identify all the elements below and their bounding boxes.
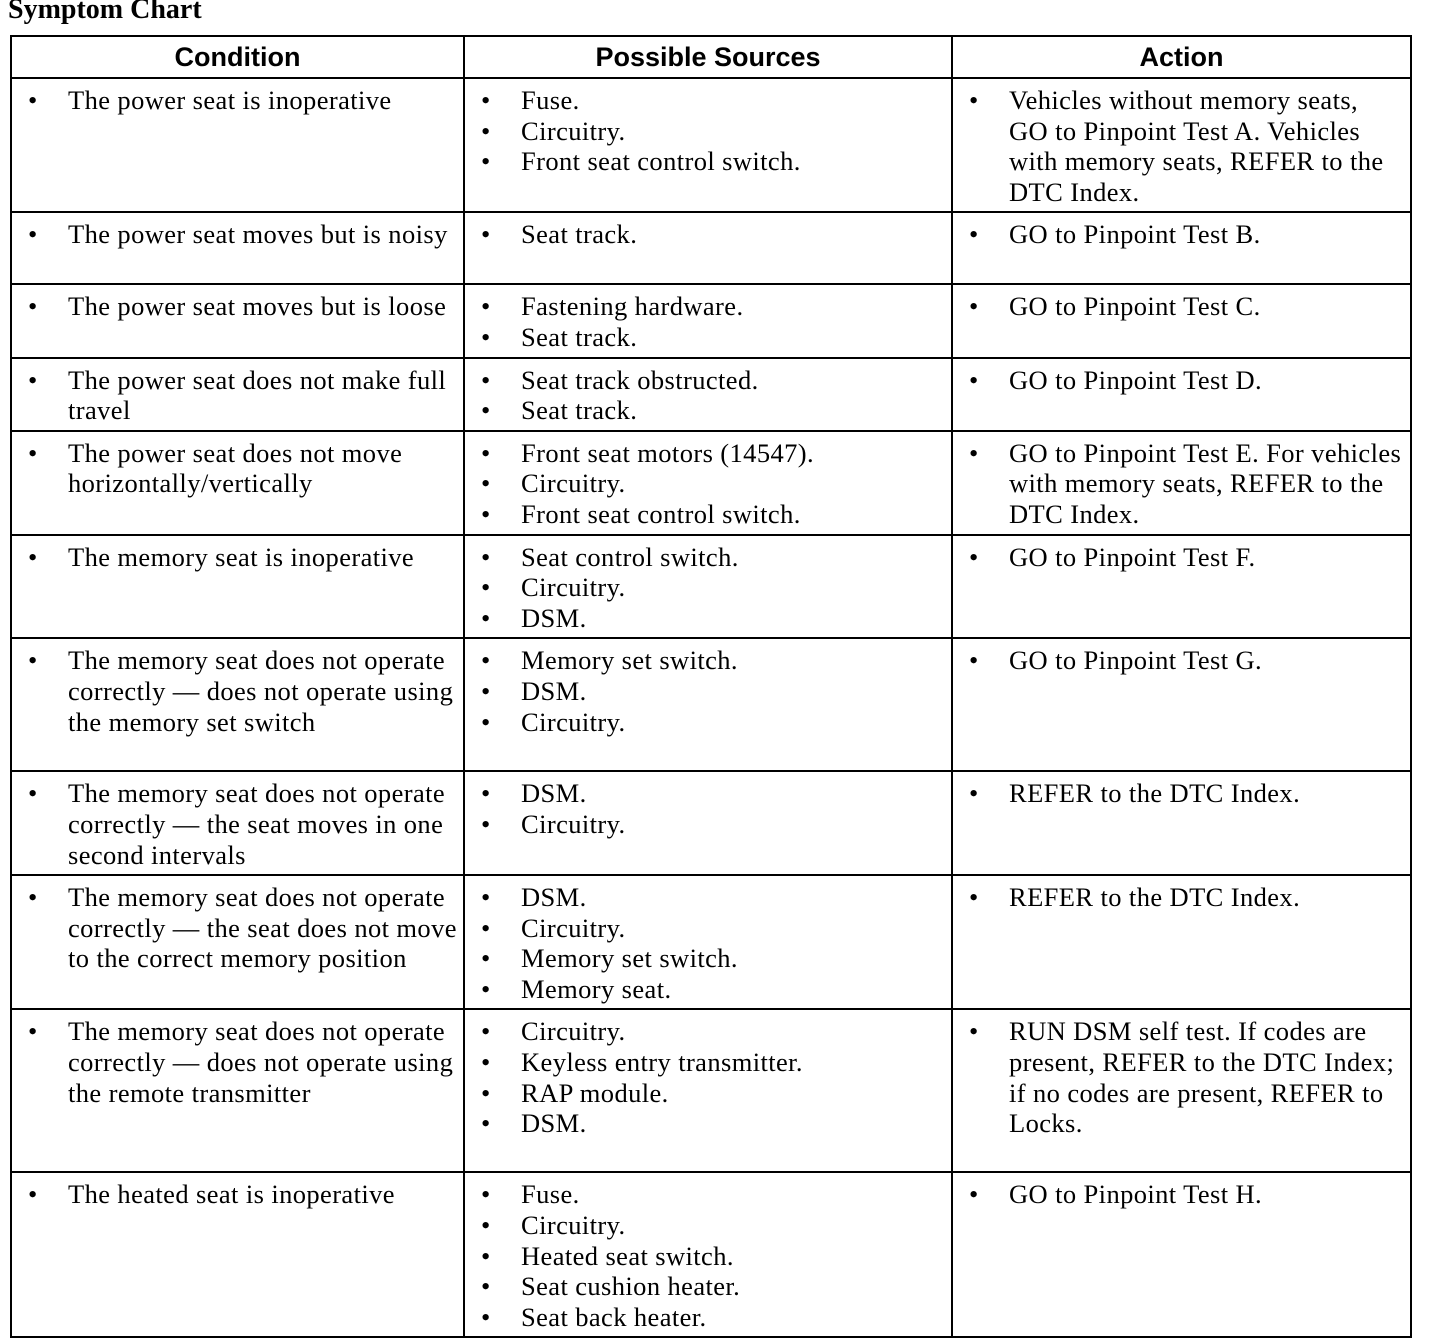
- action-text: GO to Pinpoint Test B.: [1009, 219, 1261, 250]
- sources-text: Seat cushion heater.: [521, 1271, 741, 1302]
- action-cell: [952, 535, 1411, 639]
- condition-cell: [11, 358, 464, 431]
- list-item: [465, 85, 951, 116]
- list-item: [465, 542, 951, 573]
- bullet-icon: •: [481, 1240, 491, 1271]
- condition-list: [12, 778, 463, 870]
- table-row: [11, 78, 1411, 212]
- bullet-icon: •: [481, 85, 491, 115]
- list-item: [465, 395, 951, 426]
- list-item: [465, 707, 951, 738]
- action-list: [953, 85, 1410, 207]
- sources-text: Circuitry.: [521, 1210, 626, 1241]
- table-row: [11, 638, 1411, 771]
- condition-text: The memory seat does not operate correctly — the seat moves in one second intervals: [68, 778, 446, 870]
- sources-cell: [464, 78, 952, 212]
- bullet-icon: •: [28, 291, 38, 322]
- list-item: [465, 468, 951, 499]
- table-row: [11, 431, 1411, 535]
- list-item: [12, 85, 463, 116]
- table-row: [11, 212, 1411, 284]
- condition-cell: [11, 1172, 464, 1337]
- list-item: [953, 365, 1410, 396]
- condition-text: The power seat does not move horizontally/vertically: [68, 437, 403, 499]
- action-cell: [952, 212, 1411, 284]
- condition-cell: [11, 78, 464, 212]
- bullet-icon: •: [969, 219, 979, 250]
- sources-text: Memory set switch.: [521, 943, 738, 974]
- action-cell: [952, 1172, 1411, 1337]
- table-row: [11, 1172, 1411, 1337]
- table-row: [11, 358, 1411, 431]
- sources-text: Front seat control switch.: [521, 146, 801, 177]
- bullet-icon: •: [481, 364, 491, 395]
- action-list: [953, 365, 1410, 396]
- list-item: [953, 291, 1410, 322]
- condition-list: [12, 85, 463, 116]
- bullet-icon: •: [481, 1016, 491, 1047]
- condition-text: The power seat moves but is noisy: [68, 219, 448, 250]
- list-item: [953, 882, 1410, 913]
- condition-text: The memory seat does not operate correctly — does not operate using the memory set switch: [68, 645, 454, 737]
- action-cell: [952, 638, 1411, 771]
- bullet-icon: •: [28, 778, 38, 809]
- condition-list: [12, 645, 463, 737]
- bullet-icon: •: [969, 882, 979, 913]
- bullet-icon: •: [28, 882, 38, 913]
- sources-text: Seat track.: [521, 219, 638, 250]
- sources-cell: [464, 431, 952, 535]
- sources-list: [465, 365, 951, 426]
- bullet-icon: •: [481, 468, 491, 499]
- condition-text: The power seat does not make full travel: [68, 364, 447, 426]
- list-item: [12, 219, 463, 250]
- sources-list: [465, 882, 951, 1004]
- bullet-icon: •: [481, 1108, 491, 1139]
- condition-cell: [11, 638, 464, 771]
- bullet-icon: •: [481, 219, 491, 250]
- condition-cell: [11, 284, 464, 357]
- list-item: [12, 438, 463, 499]
- sources-cell: [464, 212, 952, 284]
- list-item: [465, 365, 951, 396]
- condition-list: [12, 219, 463, 250]
- action-list: [953, 882, 1410, 913]
- table-row: [11, 875, 1411, 1009]
- bullet-icon: •: [481, 943, 491, 974]
- bullet-icon: •: [28, 85, 38, 115]
- bullet-icon: •: [969, 85, 979, 115]
- bullet-icon: •: [481, 1179, 491, 1210]
- sources-text: Circuitry.: [521, 1016, 626, 1047]
- condition-list: [12, 365, 463, 426]
- list-item: [465, 1302, 951, 1333]
- bullet-icon: •: [481, 778, 491, 809]
- list-item: [953, 219, 1410, 250]
- bullet-icon: •: [481, 602, 491, 633]
- list-item: [465, 146, 951, 177]
- list-item: [953, 542, 1410, 573]
- list-item: [465, 603, 951, 634]
- list-item: [465, 572, 951, 603]
- bullet-icon: •: [481, 498, 491, 529]
- action-cell: [952, 78, 1411, 212]
- condition-text: The memory seat is inoperative: [68, 541, 415, 572]
- bullet-icon: •: [28, 1179, 38, 1210]
- list-item: [12, 291, 463, 322]
- list-item: [465, 1241, 951, 1272]
- list-item: [465, 322, 951, 353]
- sources-text: Seat track.: [521, 395, 638, 426]
- list-item: [12, 1179, 463, 1210]
- list-item: [953, 645, 1410, 676]
- action-list: [953, 438, 1410, 530]
- list-item: [12, 778, 463, 870]
- list-item: [465, 438, 951, 469]
- action-text: GO to Pinpoint Test C.: [1009, 291, 1261, 322]
- sources-text: DSM.: [521, 778, 587, 809]
- bullet-icon: •: [28, 219, 38, 250]
- sources-text: Circuitry.: [521, 706, 626, 737]
- sources-list: [465, 1016, 951, 1138]
- action-text: RUN DSM self test. If codes are present, REFER to the DTC Index; if no codes are present, REFER to Locks.: [1009, 1016, 1395, 1139]
- condition-text: The memory seat does not operate correctly — the seat does not move to the correct memory position: [68, 882, 457, 974]
- bullet-icon: •: [969, 291, 979, 322]
- condition-cell: [11, 1009, 464, 1172]
- list-item: [953, 1179, 1410, 1210]
- symptom-chart-table: [10, 35, 1412, 1338]
- list-item: [465, 974, 951, 1005]
- condition-cell: [11, 535, 464, 639]
- bullet-icon: •: [28, 364, 38, 395]
- action-text: GO to Pinpoint Test E. For vehicles with memory seats, REFER to the DTC Index.: [1009, 437, 1402, 529]
- list-item: [12, 1016, 463, 1108]
- condition-list: [12, 291, 463, 322]
- bullet-icon: •: [481, 572, 491, 603]
- list-item: [465, 778, 951, 809]
- list-item: [465, 1016, 951, 1047]
- header-possible-sources: Possible Sources: [464, 36, 952, 78]
- list-item: [953, 85, 1410, 207]
- table-body: [11, 78, 1411, 1337]
- list-item: [465, 1271, 951, 1302]
- sources-cell: [464, 1172, 952, 1337]
- condition-cell: [11, 431, 464, 535]
- action-cell: [952, 284, 1411, 357]
- sources-text: Circuitry.: [521, 468, 626, 499]
- sources-cell: [464, 1009, 952, 1172]
- bullet-icon: •: [969, 437, 979, 468]
- condition-list: [12, 1016, 463, 1108]
- header-action: Action: [952, 36, 1411, 78]
- bullet-icon: •: [481, 1047, 491, 1078]
- sources-list: [465, 219, 951, 250]
- sources-text: Front seat motors (14547).: [521, 437, 815, 468]
- table-row: [11, 771, 1411, 875]
- action-list: [953, 219, 1410, 250]
- action-list: [953, 291, 1410, 322]
- bullet-icon: •: [481, 675, 491, 706]
- bullet-icon: •: [481, 1301, 491, 1332]
- bullet-icon: •: [969, 364, 979, 395]
- bullet-icon: •: [969, 541, 979, 572]
- action-text: GO to Pinpoint Test F.: [1009, 541, 1256, 572]
- bullet-icon: •: [481, 882, 491, 913]
- bullet-icon: •: [481, 973, 491, 1004]
- table-row: [11, 1009, 1411, 1172]
- header-row: [11, 36, 1411, 78]
- bullet-icon: •: [481, 645, 491, 676]
- sources-list: [465, 645, 951, 737]
- bullet-icon: •: [481, 115, 491, 146]
- action-list: [953, 645, 1410, 676]
- action-cell: [952, 771, 1411, 875]
- list-item: [12, 542, 463, 573]
- bullet-icon: •: [969, 1016, 979, 1047]
- sources-text: DSM.: [521, 1108, 587, 1139]
- list-item: [12, 365, 463, 426]
- sources-text: Seat track obstructed.: [521, 364, 759, 395]
- bullet-icon: •: [28, 645, 38, 676]
- table-row: [11, 535, 1411, 639]
- sources-text: DSM.: [521, 602, 587, 633]
- condition-list: [12, 542, 463, 573]
- list-item: [465, 1179, 951, 1210]
- sources-text: RAP module.: [521, 1077, 669, 1108]
- list-item: [953, 1016, 1410, 1138]
- list-item: [465, 645, 951, 676]
- sources-text: Seat control switch.: [521, 541, 739, 572]
- sources-text: Circuitry.: [521, 808, 626, 839]
- bullet-icon: •: [28, 437, 38, 468]
- sources-cell: [464, 638, 952, 771]
- sources-text: Circuitry.: [521, 115, 626, 146]
- bullet-icon: •: [481, 146, 491, 177]
- condition-cell: [11, 771, 464, 875]
- bullet-icon: •: [969, 778, 979, 809]
- list-item: [12, 882, 463, 974]
- bullet-icon: •: [481, 541, 491, 572]
- sources-text: Circuitry.: [521, 912, 626, 943]
- list-item: [465, 882, 951, 913]
- bullet-icon: •: [28, 541, 38, 572]
- sources-text: DSM.: [521, 882, 587, 913]
- list-item: [465, 809, 951, 840]
- sources-cell: [464, 535, 952, 639]
- condition-text: The power seat is inoperative: [68, 85, 392, 115]
- sources-list: [465, 438, 951, 530]
- list-item: [465, 499, 951, 530]
- sources-text: Seat track.: [521, 321, 638, 352]
- sources-text: Seat back heater.: [521, 1301, 707, 1332]
- condition-text: The power seat moves but is loose: [68, 291, 447, 322]
- sources-list: [465, 85, 951, 177]
- list-item: [12, 645, 463, 737]
- sources-text: Fastening hardware.: [521, 291, 744, 322]
- bullet-icon: •: [481, 1271, 491, 1302]
- bullet-icon: •: [481, 808, 491, 839]
- list-item: [465, 1108, 951, 1139]
- action-list: [953, 778, 1410, 809]
- condition-list: [12, 438, 463, 499]
- sources-list: [465, 542, 951, 634]
- table-header: [11, 36, 1411, 78]
- list-item: [465, 676, 951, 707]
- bullet-icon: •: [481, 1077, 491, 1108]
- condition-text: The heated seat is inoperative: [68, 1179, 395, 1210]
- list-item: [465, 116, 951, 147]
- condition-list: [12, 1179, 463, 1210]
- sources-cell: [464, 284, 952, 357]
- condition-cell: [11, 212, 464, 284]
- bullet-icon: •: [481, 706, 491, 737]
- sources-cell: [464, 358, 952, 431]
- list-item: [953, 778, 1410, 809]
- bullet-icon: •: [28, 1016, 38, 1047]
- bullet-icon: •: [969, 1179, 979, 1210]
- condition-text: The memory seat does not operate correctly — does not operate using the remote transmitter: [68, 1016, 454, 1108]
- list-item: [465, 1210, 951, 1241]
- action-list: [953, 1179, 1410, 1210]
- bullet-icon: •: [481, 1210, 491, 1241]
- list-item: [465, 291, 951, 322]
- list-item: [465, 1078, 951, 1109]
- sources-cell: [464, 771, 952, 875]
- sources-text: Keyless entry transmitter.: [521, 1047, 803, 1078]
- list-item: [465, 943, 951, 974]
- sources-text: Fuse.: [521, 1179, 580, 1210]
- bullet-icon: •: [481, 395, 491, 426]
- action-text: REFER to the DTC Index.: [1009, 882, 1301, 913]
- sources-text: Memory seat.: [521, 973, 672, 1004]
- condition-list: [12, 882, 463, 974]
- sources-list: [465, 1179, 951, 1332]
- action-text: REFER to the DTC Index.: [1009, 778, 1301, 809]
- sources-list: [465, 291, 951, 352]
- sources-cell: [464, 875, 952, 1009]
- sources-text: DSM.: [521, 675, 587, 706]
- header-condition: Condition: [11, 36, 464, 78]
- bullet-icon: •: [481, 912, 491, 943]
- action-list: [953, 1016, 1410, 1138]
- action-text: GO to Pinpoint Test G.: [1009, 645, 1263, 676]
- bullet-icon: •: [481, 321, 491, 352]
- action-text: GO to Pinpoint Test D.: [1009, 364, 1263, 395]
- list-item: [465, 1047, 951, 1078]
- sources-list: [465, 778, 951, 839]
- action-cell: [952, 875, 1411, 1009]
- sources-text: Memory set switch.: [521, 645, 738, 676]
- sources-text: Heated seat switch.: [521, 1240, 734, 1271]
- sources-text: Front seat control switch.: [521, 498, 801, 529]
- bullet-icon: •: [969, 645, 979, 676]
- action-cell: [952, 358, 1411, 431]
- list-item: [465, 913, 951, 944]
- list-item: [953, 438, 1410, 530]
- action-list: [953, 542, 1410, 573]
- action-text: GO to Pinpoint Test H.: [1009, 1179, 1263, 1210]
- sources-text: Circuitry.: [521, 572, 626, 603]
- list-item: [465, 219, 951, 250]
- action-cell: [952, 1009, 1411, 1172]
- condition-cell: [11, 875, 464, 1009]
- table-row: [11, 284, 1411, 357]
- bullet-icon: •: [481, 291, 491, 322]
- bullet-icon: •: [481, 437, 491, 468]
- sources-text: Fuse.: [521, 85, 580, 115]
- action-text: Vehicles without memory seats, GO to Pinpoint Test A. Vehicles with memory seats, REFER to the DTC Index.: [1009, 85, 1384, 207]
- action-cell: [952, 431, 1411, 535]
- page-title: Symptom Chart: [8, 0, 202, 25]
